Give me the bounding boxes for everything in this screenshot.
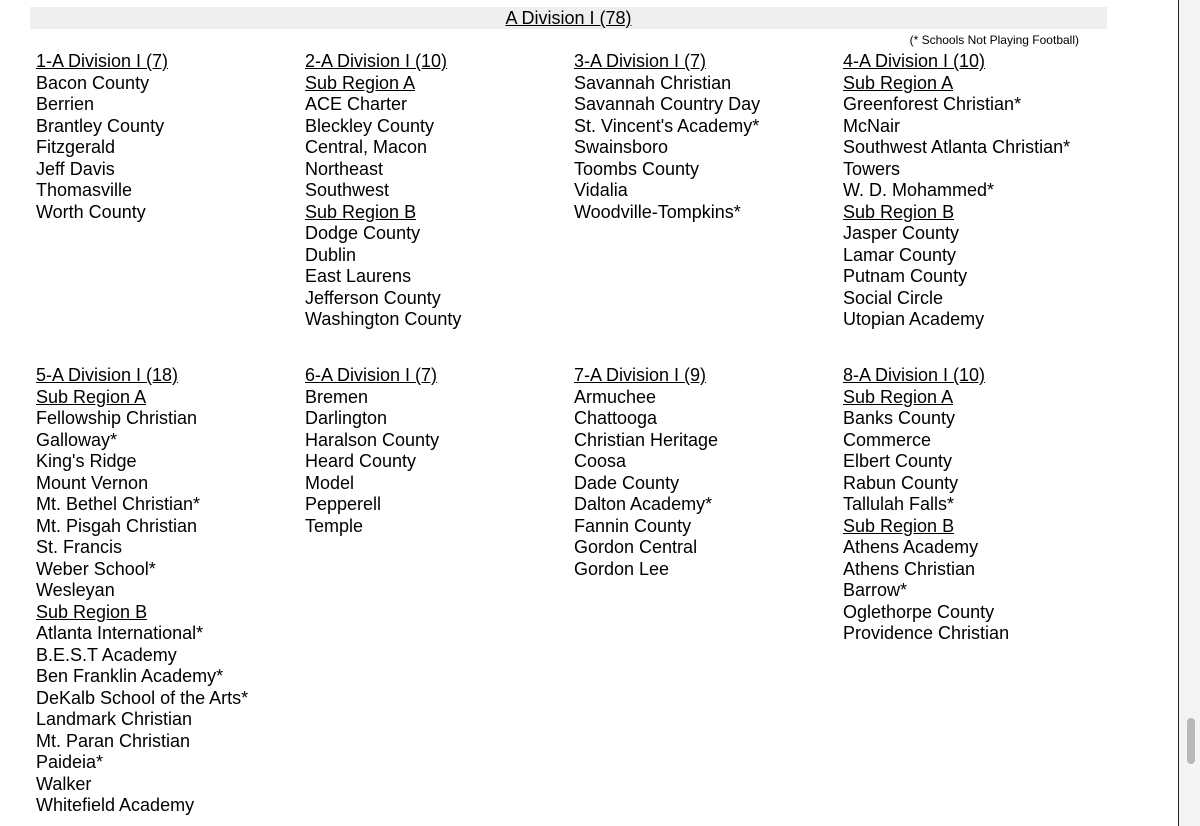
region-block <box>843 51 1103 331</box>
school-name: Wesleyan <box>36 580 115 600</box>
school-name: Fitzgerald <box>36 137 116 157</box>
school-name: W. D. Mohammed* <box>843 180 995 200</box>
school-name: Washington County <box>305 309 462 329</box>
sub-region-label: Sub Region A <box>843 72 954 93</box>
school-name: Greenforest Christian* <box>843 94 1022 114</box>
school-name: Jasper County <box>843 223 960 243</box>
school-name: Oglethorpe County <box>843 601 995 622</box>
school-name: Dublin <box>305 244 357 265</box>
school-name: Paideia* <box>36 752 104 772</box>
school-name: DeKalb School of the Arts* <box>36 687 249 708</box>
sub-region-label: Sub Region B <box>305 201 417 222</box>
school-name: Utopian Academy <box>843 309 985 329</box>
school-name: Jeff Davis <box>36 158 115 179</box>
vertical-scrollbar[interactable] <box>1178 0 1200 826</box>
school-name: Providence Christian <box>843 623 1010 643</box>
region-block <box>843 365 1103 645</box>
school-name: Fellowship Christian <box>36 408 198 428</box>
school-name: Pepperell <box>305 494 382 514</box>
school-name: Landmark Christian <box>36 709 193 729</box>
school-name: King's Ridge <box>36 451 137 471</box>
school-name: ACE Charter <box>305 94 408 114</box>
school-name: Dade County <box>574 472 680 493</box>
region-header: 8-A Division I (10) <box>843 365 986 385</box>
school-name: Coosa <box>574 451 627 471</box>
region-header: 2-A Division I (10) <box>305 51 448 71</box>
school-name: Central, Macon <box>305 137 428 157</box>
school-name: East Laurens <box>305 266 412 286</box>
school-name: Darlington <box>305 408 388 428</box>
region-block <box>305 51 565 331</box>
school-name: Fannin County <box>574 515 692 536</box>
school-name: Bacon County <box>36 72 150 93</box>
school-name: Christian Heritage <box>574 429 719 450</box>
school-name: Heard County <box>305 451 417 471</box>
school-name: Commerce <box>843 429 932 450</box>
school-name: Tallulah Falls* <box>843 494 955 514</box>
sub-region-label: Sub Region B <box>36 601 148 622</box>
sub-region-label: Sub Region A <box>843 386 954 407</box>
school-name: Chattooga <box>574 408 658 428</box>
school-name: Ben Franklin Academy* <box>36 666 224 686</box>
school-name: Mount Vernon <box>36 472 149 493</box>
school-name: Model <box>305 472 355 493</box>
school-name: Atlanta International* <box>36 623 204 643</box>
school-name: Swainsboro <box>574 137 669 157</box>
sub-region-label: Sub Region A <box>36 386 147 407</box>
school-name: B.E.S.T Academy <box>36 644 177 665</box>
school-name: Toombs County <box>574 158 700 179</box>
title-bar <box>30 7 1107 29</box>
school-name: Weber School* <box>36 558 156 579</box>
school-name: Armuchee <box>574 386 657 407</box>
region-block <box>36 365 296 817</box>
region-header: 7-A Division I (9) <box>574 365 707 385</box>
page-title: A Division I (78) <box>505 8 632 28</box>
school-name: Towers <box>843 158 901 179</box>
school-name: Whitefield Academy <box>36 795 195 815</box>
school-name: Thomasville <box>36 180 133 200</box>
region-header: 6-A Division I (7) <box>305 365 438 385</box>
school-name: Bremen <box>305 386 369 407</box>
school-name: St. Vincent's Academy* <box>574 115 760 136</box>
region-block <box>574 51 834 223</box>
school-name: Dalton Academy* <box>574 494 713 514</box>
school-name: Southwest <box>305 180 390 200</box>
region-block <box>305 365 565 537</box>
school-name: Jefferson County <box>305 287 441 308</box>
sub-region-label: Sub Region B <box>843 515 955 536</box>
school-name: Southwest Atlanta Christian* <box>843 137 1071 157</box>
school-name: Walker <box>36 773 92 794</box>
school-name: Haralson County <box>305 429 440 450</box>
region-header: 3-A Division I (7) <box>574 51 707 71</box>
school-name: Galloway* <box>36 429 118 450</box>
school-name: Gordon Lee <box>574 558 670 579</box>
school-name: Berrien <box>36 94 95 114</box>
school-name: Bleckley County <box>305 115 435 136</box>
school-name: Rabun County <box>843 472 959 493</box>
school-name: Mt. Pisgah Christian <box>36 515 198 536</box>
region-block <box>574 365 834 580</box>
school-name: Mt. Bethel Christian* <box>36 494 201 514</box>
school-name: Woodville-Tompkins* <box>574 201 741 222</box>
school-name: Temple <box>305 515 364 536</box>
scrollbar-thumb[interactable] <box>1187 718 1195 764</box>
school-name: Social Circle <box>843 287 944 308</box>
school-name: Gordon Central <box>574 537 698 557</box>
region-header: 1-A Division I (7) <box>36 51 169 71</box>
school-name: Mt. Paran Christian <box>36 730 191 751</box>
school-name: Barrow* <box>843 580 908 600</box>
school-name: St. Francis <box>36 537 123 557</box>
school-name: Savannah Christian <box>574 72 732 93</box>
school-name: Dodge County <box>305 223 421 243</box>
school-name: Putnam County <box>843 266 968 286</box>
school-name: Elbert County <box>843 451 953 471</box>
school-name: Athens Christian <box>843 558 976 579</box>
region-block <box>36 51 296 223</box>
school-name: Savannah Country Day <box>574 94 761 114</box>
school-name: McNair <box>843 115 900 136</box>
footnote-legend: (* Schools Not Playing Football) <box>909 33 1079 47</box>
school-name: Athens Academy <box>843 537 979 557</box>
school-name: Brantley County <box>36 115 165 136</box>
school-name: Lamar County <box>843 244 957 265</box>
region-header: 5-A Division I (18) <box>36 365 179 385</box>
region-header: 4-A Division I (10) <box>843 51 986 71</box>
sub-region-label: Sub Region A <box>305 72 416 93</box>
school-name: Vidalia <box>574 180 628 200</box>
school-name: Banks County <box>843 408 956 428</box>
school-name: Northeast <box>305 158 384 179</box>
sub-region-label: Sub Region B <box>843 201 955 222</box>
school-name: Worth County <box>36 201 146 222</box>
